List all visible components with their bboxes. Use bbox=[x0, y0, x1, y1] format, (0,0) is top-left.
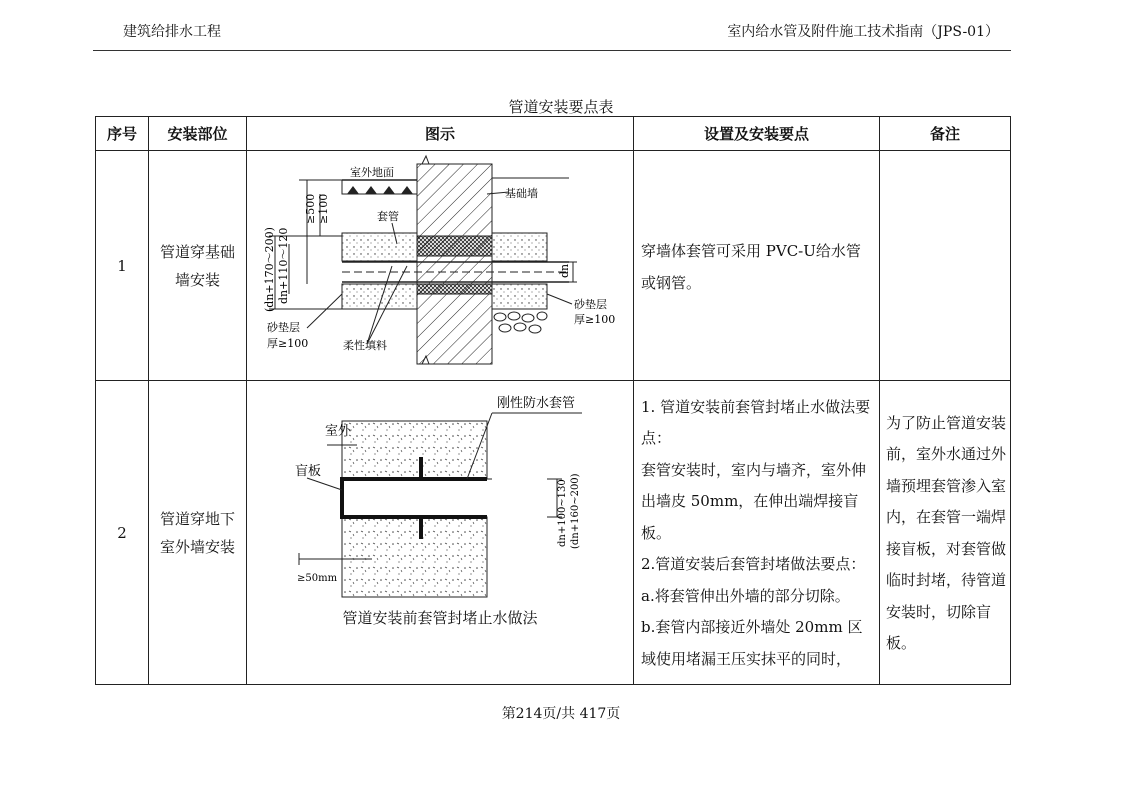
fig1-label-dim-500: ≥500 bbox=[304, 193, 317, 224]
foundation-wall-diagram bbox=[247, 154, 632, 373]
table-caption: 管道安装要点表 bbox=[508, 98, 614, 116]
header-rule bbox=[93, 50, 1011, 51]
figure-cell bbox=[247, 151, 634, 381]
figure-cell bbox=[247, 381, 634, 685]
install-location-line1: 管道穿基础 bbox=[159, 242, 235, 261]
fig1-label-dim-outer: (dn+170～200) bbox=[263, 227, 276, 312]
install-location-line2: 墙安装 bbox=[174, 270, 220, 289]
fig1-label-outdoor-ground: 室外地面 bbox=[350, 166, 394, 179]
fig1-label-dim-inner: dn+110～120 bbox=[277, 227, 290, 304]
fig1-label-sand-left-thk: 厚≥100 bbox=[267, 337, 309, 350]
fig1-label-flex-fill: 柔性填料 bbox=[343, 339, 387, 352]
page-footer: 第214页/共 417页 bbox=[501, 706, 621, 722]
install-point-line: b.套管内部接近外墙处 20mm 区域使用堵漏王压实抹平的同时， bbox=[641, 618, 863, 668]
col-header-part: 安装部位 bbox=[149, 117, 247, 151]
installation-table bbox=[95, 116, 1011, 685]
col-header-num: 序号 bbox=[96, 117, 149, 151]
wall-lower bbox=[342, 517, 487, 597]
fig1-label-sand-right-thk: 厚≥100 bbox=[574, 313, 616, 326]
install-location bbox=[149, 381, 247, 685]
col-header-figure: 图示 bbox=[247, 117, 634, 151]
fig2-label-rigid-sleeve: 刚性防水套管 bbox=[497, 396, 576, 411]
fig2-label-outdoor: 室外 bbox=[325, 424, 352, 439]
remarks bbox=[880, 151, 1011, 381]
install-point-line: 2.管道安装后套管封堵做法要点： bbox=[641, 555, 866, 574]
water-stop-upper bbox=[419, 457, 423, 479]
figure-caption: 管道安装前套管封堵止水做法 bbox=[342, 609, 538, 627]
sleeve-outline bbox=[342, 477, 487, 519]
install-location bbox=[149, 151, 247, 381]
row-number: 1 bbox=[96, 151, 149, 381]
fig2-label-dim-50: ≥50mm bbox=[297, 573, 338, 584]
install-point-line: a.将套管伸出外墙的部分切除。 bbox=[641, 586, 850, 605]
outdoor-ground-fill bbox=[342, 180, 417, 194]
wall-upper bbox=[342, 421, 487, 479]
fig1-label-sleeve: 套管 bbox=[377, 210, 399, 223]
install-points bbox=[634, 381, 880, 685]
water-stop-lower bbox=[419, 517, 423, 539]
install-point-line: 1. 管道安装前套管封堵止水做法要点： bbox=[641, 397, 871, 448]
header-right: 室内给水管及附件施工技术指南（JPS-01） bbox=[727, 24, 999, 40]
fig1-label-sand-right: 砂垫层 bbox=[574, 298, 607, 311]
foundation-wall-shape bbox=[417, 164, 492, 364]
fig2-label-blind-plate: 盲板 bbox=[295, 464, 322, 479]
header-left: 建筑给排水工程 bbox=[123, 24, 221, 40]
col-header-note: 备注 bbox=[880, 117, 1011, 151]
fig1-label-dim-100: ≥100 bbox=[317, 193, 330, 224]
table-header-row bbox=[96, 117, 1011, 151]
fig2-label-dim-outer: (dn+160~200) bbox=[570, 473, 581, 549]
install-location-line2: 室外墙安装 bbox=[159, 537, 235, 556]
col-header-points: 设置及安装要点 bbox=[634, 117, 880, 151]
fig1-label-foundation-wall: 基础墙 bbox=[505, 187, 538, 200]
install-location-line1: 管道穿地下 bbox=[159, 509, 235, 528]
sleeve-shape bbox=[417, 236, 492, 256]
table-row bbox=[96, 151, 1011, 381]
table-row bbox=[96, 381, 1011, 685]
fig1-label-sand-left: 砂垫层 bbox=[267, 321, 300, 334]
rigid-sleeve-diagram bbox=[247, 385, 632, 605]
row-number: 2 bbox=[96, 381, 149, 685]
fig1-label-dn: dn bbox=[558, 263, 571, 278]
install-points: 穿墙体套管可采用 PVC-U给水管或钢管。 bbox=[634, 151, 880, 381]
remarks: 为了防止管道安装前，室外水通过外墙预埋套管渗入室内，在套管一端焊接盲板，对套管做临时封堵，待管道安装时，切除盲板。 bbox=[880, 381, 1011, 685]
fig2-label-dim-inner: dn+100~130 bbox=[557, 479, 568, 547]
install-point-line: 套管安装时，室内与墙齐，室外伸出墙皮 50mm，在伸出端焊接盲板。 bbox=[641, 460, 867, 542]
